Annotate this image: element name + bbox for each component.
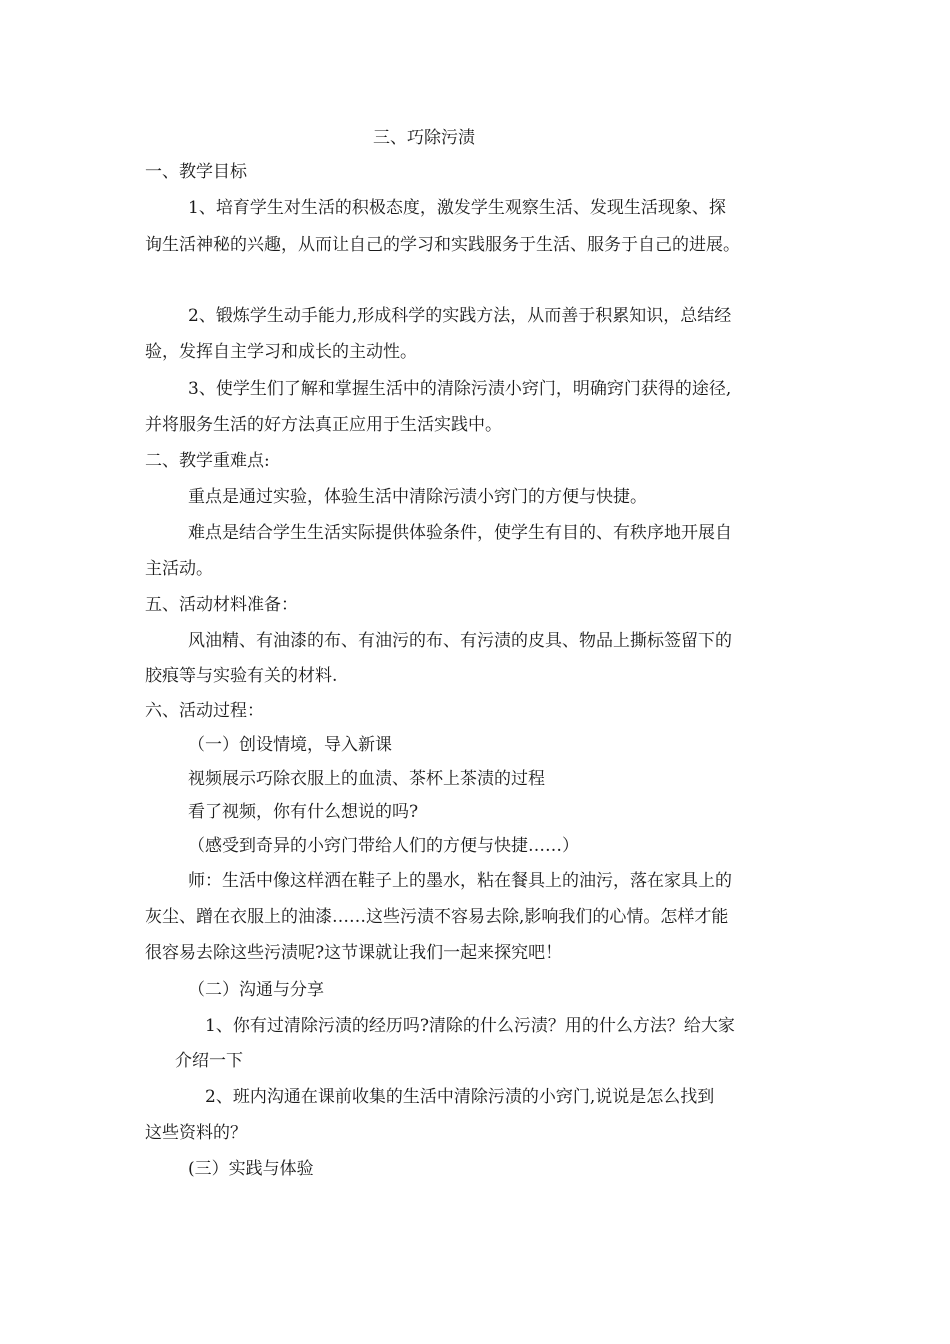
section-heading-teaching-goals: 一、教学目标 — [145, 162, 247, 182]
section-heading-materials: 五、活动材料准备： — [145, 595, 298, 615]
section-heading-process: 六、活动过程： — [145, 701, 264, 721]
paragraph-line: 验，发挥自主学习和成长的主动性。 — [145, 342, 417, 362]
paragraph-line: 胶痕等与实验有关的材料. — [145, 666, 338, 686]
paragraph-line: 2、锻炼学生动手能力,形成科学的实践方法，从而善于积累知识，总结经 — [188, 306, 732, 326]
paragraph-line: 重点是通过实验，体验生活中清除污渍小窍门的方便与快捷。 — [188, 487, 647, 507]
paragraph-line: 看了视频，你有什么想说的吗? — [188, 802, 419, 822]
paragraph-line: 1、你有过清除污渍的经历吗?清除的什么污渍？用的什么方法？给大家 — [205, 1016, 735, 1036]
paragraph-line: 师：生活中像这样洒在鞋子上的墨水，粘在餐具上的油污，落在家具上的 — [188, 871, 732, 891]
subsection-heading: (三）实践与体验 — [188, 1159, 314, 1179]
subsection-heading: （一）创设情境，导入新课 — [188, 735, 392, 755]
paragraph-line: 1、培育学生对生活的积极态度，激发学生观察生活、发现生活现象、探 — [188, 198, 726, 218]
paragraph-line: 主活动。 — [145, 559, 213, 579]
section-heading-key-points: 二、教学重难点: — [145, 451, 270, 471]
paragraph-line: 这些资料的？ — [145, 1123, 247, 1143]
paragraph-line: 3、使学生们了解和掌握生活中的清除污渍小窍门，明确窍门获得的途径, — [188, 379, 732, 399]
paragraph-line: 灰尘、蹭在衣服上的油漆……这些污渍不容易去除,影响我们的心情。怎样才能 — [145, 907, 729, 927]
subsection-heading: （二）沟通与分享 — [188, 980, 324, 1000]
paragraph-line: 询生活神秘的兴趣，从而让自己的学习和实践服务于生活、服务于自己的进展。 — [145, 235, 740, 255]
paragraph-line: 并将服务生活的好方法真正应用于生活实践中。 — [145, 415, 502, 435]
paragraph-line: 视频展示巧除衣服上的血渍、茶杯上茶渍的过程 — [188, 769, 545, 789]
paragraph-line: 风油精、有油漆的布、有油污的布、有污渍的皮具、物品上撕标签留下的 — [188, 631, 732, 651]
paragraph-line: 难点是结合学生生活实际提供体验条件，使学生有目的、有秩序地开展自 — [188, 523, 732, 543]
paragraph-line: 2、班内沟通在课前收集的生活中清除污渍的小窍门,说说是怎么找到 — [205, 1087, 715, 1107]
document-title: 三、巧除污渍 — [373, 128, 475, 148]
paragraph-line: 介绍一下 — [175, 1051, 243, 1071]
paragraph-line: （感受到奇异的小窍门带给人们的方便与快捷……） — [188, 836, 579, 856]
paragraph-line: 很容易去除这些污渍呢?这节课就让我们一起来探究吧！ — [145, 943, 563, 963]
